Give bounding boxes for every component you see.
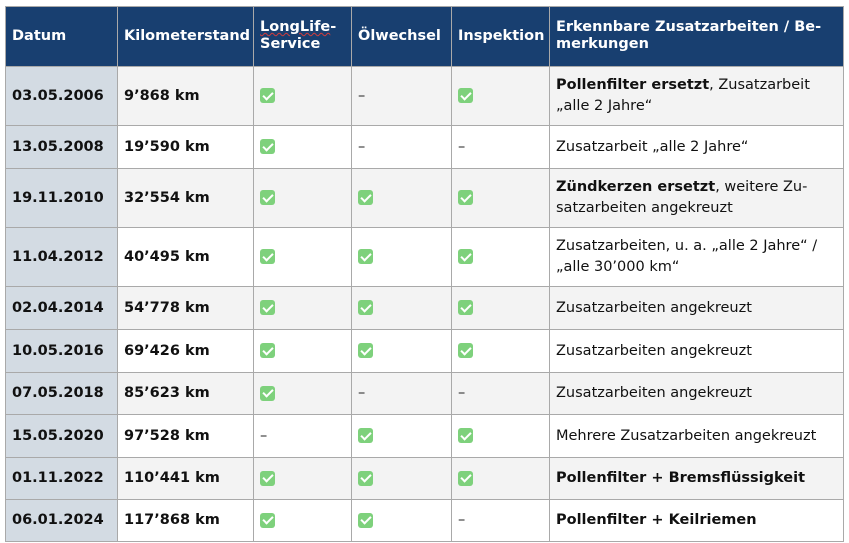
header-oelwechsel: Ölwechsel	[352, 7, 452, 67]
cell-insp	[452, 67, 550, 126]
note-bold-text: Pollenfilter + Bremsflüssigkeit	[556, 470, 806, 486]
cell-bemerkungen	[550, 67, 844, 126]
dash-mark: –	[458, 512, 466, 528]
check-icon	[458, 428, 473, 443]
check-icon	[358, 300, 373, 315]
dash-mark: –	[358, 138, 366, 155]
cell-bemerkungen	[550, 458, 844, 500]
cell-date: 13.05.2008	[6, 126, 118, 169]
note-text: Zusatzarbeiten angekreuzt	[556, 342, 752, 359]
dash-mark: –	[458, 385, 466, 401]
note-bold-text: Pollenfilter + Keilriemen	[556, 512, 757, 528]
cell-insp	[452, 287, 550, 330]
cell-insp	[452, 415, 550, 458]
cell-oel	[352, 373, 452, 415]
check-icon	[260, 513, 275, 528]
check-icon	[260, 300, 275, 315]
cell-longlife	[254, 373, 352, 415]
cell-kilometerstand: 19’590 km	[118, 126, 254, 169]
cell-insp	[452, 330, 550, 373]
cell-kilometerstand: 110’441 km	[118, 458, 254, 500]
cell-oel	[352, 169, 452, 228]
check-icon	[358, 190, 373, 205]
cell-oel	[352, 458, 452, 500]
cell-bemerkungen	[550, 330, 844, 373]
check-icon	[458, 300, 473, 315]
table-row	[6, 126, 844, 169]
cell-longlife	[254, 287, 352, 330]
table-row	[6, 330, 844, 373]
check-icon	[358, 513, 373, 528]
check-icon	[358, 343, 373, 358]
cell-oel	[352, 287, 452, 330]
table-row	[6, 67, 844, 126]
cell-bemerkungen	[550, 500, 844, 542]
cell-date: 03.05.2006	[6, 67, 118, 126]
dash-mark: –	[458, 138, 466, 155]
cell-kilometerstand: 40’495 km	[118, 228, 254, 287]
note-text: Zusatzarbeiten angekreuzt	[556, 385, 752, 401]
check-icon	[260, 471, 275, 486]
check-icon	[458, 88, 473, 103]
cell-insp	[452, 228, 550, 287]
table-row	[6, 458, 844, 500]
cell-date: 02.04.2014	[6, 287, 118, 330]
header-bemerkungen-line1: Erkennbare Zusatzarbeiten / Be-	[556, 19, 822, 35]
cell-insp	[452, 169, 550, 228]
table-row	[6, 415, 844, 458]
header-bemerkungen-line2: merkungen	[556, 36, 649, 52]
table-row	[6, 500, 844, 542]
cell-oel	[352, 500, 452, 542]
cell-oel	[352, 67, 452, 126]
cell-date: 15.05.2020	[6, 415, 118, 458]
check-icon	[358, 471, 373, 486]
cell-longlife	[254, 126, 352, 169]
cell-insp	[452, 126, 550, 169]
table-row	[6, 169, 844, 228]
cell-oel	[352, 228, 452, 287]
cell-kilometerstand: 97’528 km	[118, 415, 254, 458]
cell-kilometerstand: 85’623 km	[118, 373, 254, 415]
cell-date: 07.05.2018	[6, 373, 118, 415]
note-text: Zusatzarbeit „alle 2 Jahre“	[556, 138, 749, 155]
check-icon	[458, 190, 473, 205]
note-text: , weitere Zu-satzarbeiten angekreuzt	[556, 179, 808, 216]
check-icon	[458, 249, 473, 264]
header-longlife-service-word: Service	[260, 36, 321, 52]
cell-oel	[352, 415, 452, 458]
cell-longlife	[254, 500, 352, 542]
check-icon	[458, 471, 473, 486]
table-body	[6, 67, 844, 542]
cell-longlife	[254, 458, 352, 500]
check-icon	[358, 249, 373, 264]
cell-longlife	[254, 67, 352, 126]
check-icon	[260, 139, 275, 154]
header-inspektion: Inspektion	[452, 7, 550, 67]
cell-kilometerstand: 69’426 km	[118, 330, 254, 373]
cell-date: 19.11.2010	[6, 169, 118, 228]
cell-bemerkungen	[550, 126, 844, 169]
note-bold-text: Pollenfilter ersetzt	[556, 77, 710, 93]
cell-date: 10.05.2016	[6, 330, 118, 373]
note-text: , Zusatzarbeit „alle 2 Jahre“	[556, 77, 810, 114]
cell-bemerkungen	[550, 415, 844, 458]
note-text: Zusatzarbeiten, u. a. „alle 2 Jahre“ / „alle 30’000 km“	[556, 238, 818, 275]
check-icon	[260, 249, 275, 264]
header-longlife-hyphen: -	[330, 19, 337, 35]
cell-bemerkungen	[550, 373, 844, 415]
check-icon	[458, 343, 473, 358]
table-row	[6, 373, 844, 415]
header-kilometerstand: Kilometerstand	[118, 7, 254, 67]
note-bold-text: Zündkerzen ersetzt	[556, 179, 716, 195]
note-text: Zusatzarbeiten angekreuzt	[556, 299, 752, 316]
cell-longlife	[254, 169, 352, 228]
header-longlife-service	[254, 7, 352, 67]
cell-longlife	[254, 415, 352, 458]
header-bemerkungen	[550, 7, 844, 67]
cell-bemerkungen	[550, 228, 844, 287]
dash-mark: –	[358, 87, 366, 104]
cell-bemerkungen	[550, 287, 844, 330]
header-longlife-word: LongLife	[260, 19, 331, 35]
header-datum: Datum	[6, 7, 118, 67]
service-history-table	[5, 6, 844, 542]
cell-oel	[352, 126, 452, 169]
cell-insp	[452, 373, 550, 415]
cell-date: 11.04.2012	[6, 228, 118, 287]
check-icon	[260, 190, 275, 205]
cell-date: 06.01.2024	[6, 500, 118, 542]
cell-kilometerstand: 54’778 km	[118, 287, 254, 330]
note-text: Mehrere Zusatzarbeiten angekreuzt	[556, 427, 817, 444]
cell-insp	[452, 500, 550, 542]
cell-longlife	[254, 330, 352, 373]
table-header-row	[6, 7, 844, 67]
cell-kilometerstand: 32’554 km	[118, 169, 254, 228]
dash-mark: –	[358, 385, 366, 401]
table-row	[6, 228, 844, 287]
cell-kilometerstand: 117’868 km	[118, 500, 254, 542]
dash-mark: –	[260, 427, 268, 444]
check-icon	[260, 88, 275, 103]
cell-insp	[452, 458, 550, 500]
cell-bemerkungen	[550, 169, 844, 228]
cell-longlife	[254, 228, 352, 287]
cell-date: 01.11.2022	[6, 458, 118, 500]
check-icon	[260, 343, 275, 358]
table-row	[6, 287, 844, 330]
cell-oel	[352, 330, 452, 373]
check-icon	[260, 386, 275, 401]
cell-kilometerstand: 9’868 km	[118, 67, 254, 126]
check-icon	[358, 428, 373, 443]
